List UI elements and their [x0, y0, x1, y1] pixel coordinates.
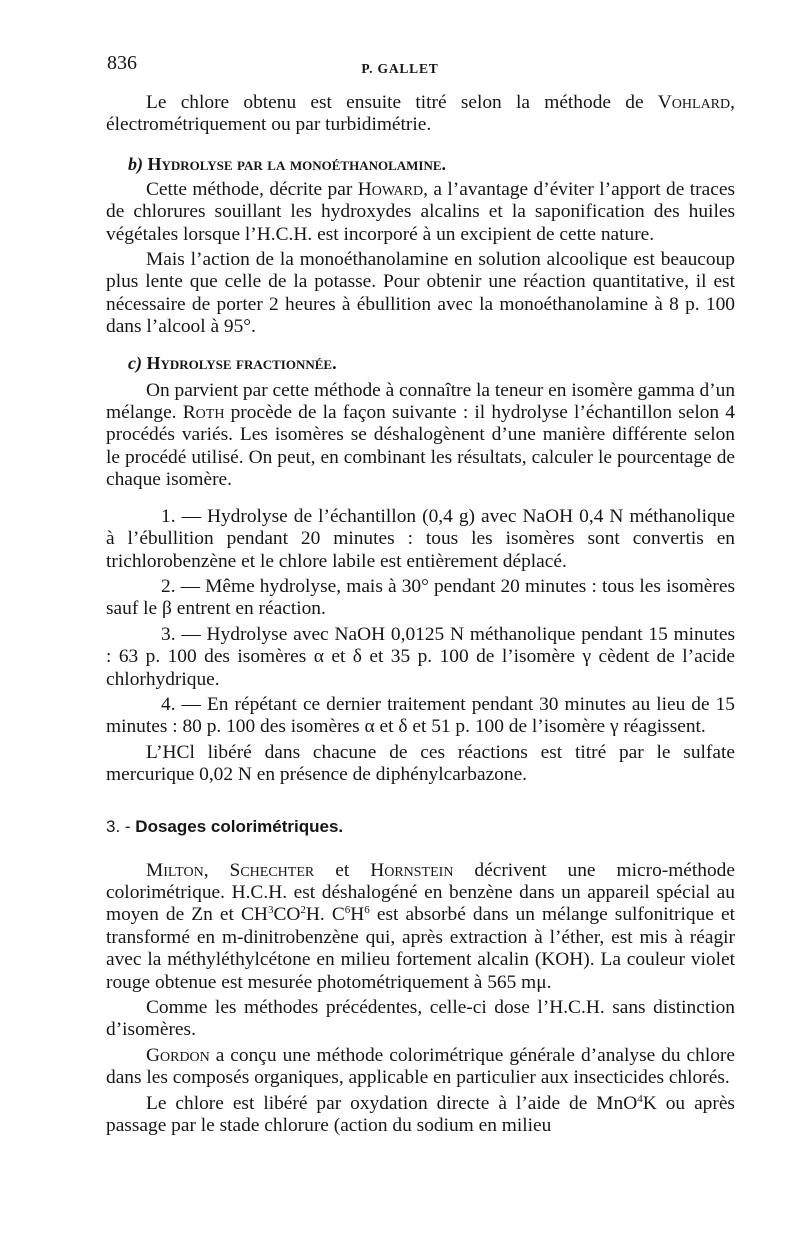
- author-name: Vohlard: [657, 92, 731, 113]
- section-heading-c: c) Hydrolyse fractionnée.: [128, 352, 337, 373]
- paragraph-methods-comparison: Comme les méthodes précédentes, celle-ci dose l’H.C.H. sans distinction d’isomères.: [106, 997, 735, 1041]
- list-item: 4. — En répétant ce dernier traitement pendant 30 minutes au lieu de 15 minutes : 80 p. 100 des isomères α et δ et 51 p. 100 de l’isomère γ réagissent.: [106, 693, 735, 738]
- body-text: [106, 92, 735, 1137]
- hydrolysis-procedure-list: [106, 506, 735, 739]
- paragraph-howard: Cette méthode, décrite par Howard, a l’avantage d’éviter l’apport de traces de chlorures souillant les hydroxydes alcalins et la saponification des huiles végétales lorsque l’H.C.H. est incorporé à un excipient de cette nature.: [106, 178, 735, 245]
- list-item: 1. — Hydrolyse de l’échantillon (0,4 g) avec NaOH 0,4 N méthanolique à l’ébullition pendant 20 minutes : tous les isomères sont convertis en trichlorobenzène et le chlore labile est entièrement déplacé.: [106, 505, 735, 572]
- author-name: Howard: [357, 178, 424, 200]
- list-item: 2. — Même hydrolyse, mais à 30° pendant 20 minutes : tous les isomères sauf le β entrent en réaction.: [106, 575, 735, 620]
- page-number: 836: [107, 52, 137, 74]
- running-head: P. GALLET: [361, 61, 439, 76]
- section-heading-3: 3. - Dosages colorimétriques.: [106, 816, 344, 836]
- section-heading-b: b) Hydrolyse par la monoéthanolamine.: [128, 153, 447, 174]
- list-item: 3. — Hydrolyse avec NaOH 0,0125 N méthanolique pendant 15 minutes : 63 p. 100 des isomères α et δ et 35 p. 100 de l’isomère γ cèdent de l’acide chlorhydrique.: [106, 623, 735, 690]
- author-name: Roth: [182, 402, 225, 424]
- page-header: [0, 52, 800, 78]
- paragraph-roth: On parvient par cette méthode à connaître la teneur en isomère gamma d’un mélange. Roth procède de la façon suivante : il hydrolyse l’échantillon selon 4 procédés variés. Les isomères se déshalogènent d’une manière différente selon le procédé utilisé. On peut, en combinant les résultats, calculer le pourcentage de chaque isomère.: [106, 379, 736, 491]
- paragraph-hcl-titration: L’HCl libéré dans chacune de ces réactions est titré par le sulfate mercurique 0,02 N en présence de diphénylcarbazone.: [106, 741, 735, 786]
- paragraph-chlorine-liberation: Le chlore est libéré par oxydation directe à l’aide de MnO$^4$K ou après passage par le stade chlorure (action du sodium en milieu: [106, 1092, 735, 1137]
- paragraph-gordon: Gordon a conçu une méthode colorimétrique générale d’analyse du chlore dans les composés organiques, applicable en particulier aux insecticides chlorés.: [106, 1044, 735, 1089]
- paragraph-milton: Milton, Schechter et Hornstein décrivent une micro-méthode colorimétrique. H.C.H. est déshalogéné en benzène dans un appareil spécial au moyen de Zn et $CH^3CO^2H$. $C^6H^6$ est absorbé dans un mélange sulfonitrique et transformé en m-dinitrobenzène qui, après extraction à l’éther, est mis à réagir avec la méthyléthylcétone en milieu fortement alcalin (KOH). La couleur violet rouge obtenue est mesurée photométriquement à 565 mμ.: [106, 859, 735, 993]
- paragraph-vohlard: Le chlore obtenu est ensuite titré selon la méthode de Vohlard, électrométriquement ou par turbidimétrie.: [106, 92, 735, 136]
- paragraph-monoethanolamine: Mais l’action de la monoéthanolamine en solution alcoolique est beaucoup plus lente que celle de la potasse. Pour obtenir une réaction quantitative, il est nécessaire de porter 2 heures à ébullition avec la monoéthanolamine à 8 p. 100 dans l’alcool à 95°.: [106, 249, 735, 338]
